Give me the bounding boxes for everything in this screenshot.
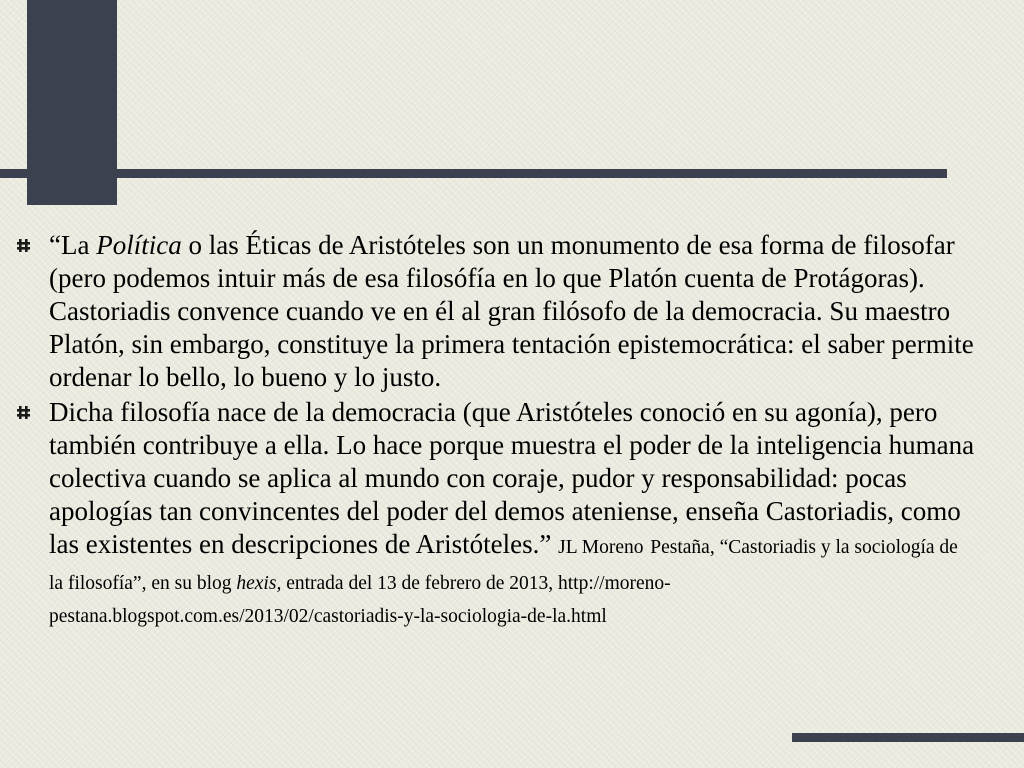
slide-body xyxy=(16,229,976,630)
citation-blog-name: hexis, xyxy=(236,573,282,594)
hash-bullet-icon xyxy=(16,405,31,420)
citation-rest: entrada del 13 de febrero de 2013, http://moreno-pestana.blogspot.com.es/2013/02/castoriadis-y-la-sociologia-de-la.html xyxy=(49,573,671,627)
citation-author: JL Moreno xyxy=(558,537,644,558)
bullet-1-italic: Política xyxy=(96,230,182,260)
bullet-2-text: Dicha filosofía nace de la democracia (que Aristóteles conoció en su agonía), pero también contribuye a ella. Lo hace porque muestra el poder de la inteligencia humana colectiva cuando se aplica al mundo con coraje, pudor y responsabilidad: pocas apologías tan convincentes del poder del demos ateniense, enseña Castoriadis, como las existentes en descripciones de Aristóteles.” xyxy=(49,397,975,559)
bullet-1-open: “La xyxy=(49,230,97,260)
bullet-item-1 xyxy=(16,229,976,394)
bottom-divider xyxy=(792,733,1024,742)
bullet-item-2 xyxy=(16,396,976,630)
top-divider xyxy=(0,169,947,178)
bullet-1-text: o las Éticas de Aristóteles son un monumento de esa forma de filosofar (pero podemos intuir más de esa filosófía en lo que Platón cuenta de Protágoras). Castoriadis convence cuando ve en él al gran filósofo de la democracia. Su maestro Platón, sin embargo, constituye la primera tentación epistemocrática: el saber permite ordenar lo bello, lo bueno y lo justo. xyxy=(49,230,974,392)
hash-bullet-icon xyxy=(16,238,31,253)
citation-body: Pestaña, “Castoriadis y la sociología de la filosofía”, en su blog xyxy=(49,537,958,594)
